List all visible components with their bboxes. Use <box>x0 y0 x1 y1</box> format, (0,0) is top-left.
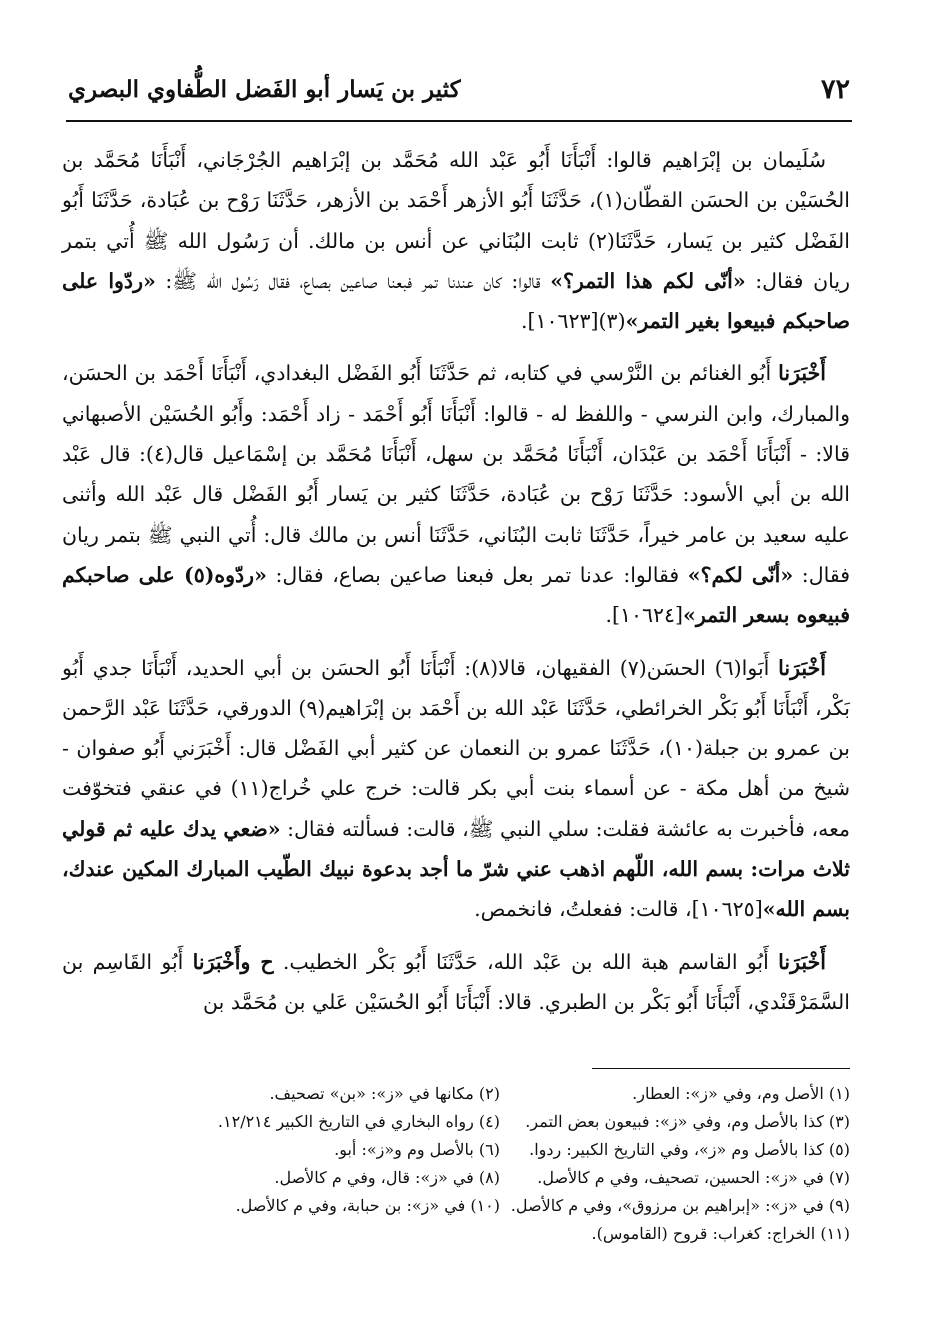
footnote-row <box>150 1164 850 1192</box>
text-run: (٣)[١٠٦٢٣]. <box>520 309 626 334</box>
footnote: (٦) بالأصل وم و«ز»: أبو. <box>334 1140 500 1159</box>
hadith-quote: «أنّى لكم هذا التمر؟» <box>550 268 746 293</box>
hadith-quote: «ضعي يدك عليه ثم قولي ثلاث مرات: بسم الله، اللّهم اذهب عني شرّ ما أجد بدعوة نبيك الطّيب المبارك المكين عندك، بسم الله» <box>62 816 850 922</box>
chain-keyword: أَخْبَرَنا <box>778 655 826 680</box>
text-run: فقالوا: عدنا تمر بعل فبعنا صاعين بصاع، فقال: <box>266 562 688 587</box>
footnote: (٩) في «ز»: «إبراهيم بن مرزوق»، وفي م كالأصل. <box>510 1196 850 1215</box>
footnote-row <box>150 1192 850 1220</box>
chain-keyword: ح وأَخْبَرَنا <box>192 949 274 974</box>
page-header <box>68 68 850 112</box>
footnote-row <box>150 1108 850 1136</box>
footnote: (٧) في «ز»: الحسين، تصحيف، وفي م كالأصل. <box>537 1168 850 1187</box>
hadith-quote: «أنّى لكم؟» <box>687 562 794 587</box>
footnote-rule <box>592 1068 850 1069</box>
footnote: (٤) رواه البخاري في التاريخ الكبير ١٢/٢١٤. <box>217 1112 500 1131</box>
text-run: سُلَيمان بن إبْرَاهيم قالوا: أَنْبَأَنَا أَبُو عَبْد الله مُحَمَّد بن إبْرَاهيم الجُرْجَاني، أَنْبَأَنَا مُحَمَّد بن الحُسَيْن بن الحسَن القطّان(١)، حَدَّثَنَا أَبُو الأزهر أَحْمَد بن الأزهر، حَدَّثَنَا رَوْح بن عُبَادة، حَدَّثَنَا أَبُو الفَضْل كثير بن يَسار، حَدَّثَنَا(٢) ثابت البُنَاني عن أنس بن مالك. أن رَسُول الله ﷺ أُتي بتمر ريان فقال: <box>62 148 851 293</box>
footnote-row <box>150 1080 850 1108</box>
header-rule <box>66 120 852 122</box>
paragraph <box>62 648 850 930</box>
paragraph <box>62 140 850 341</box>
running-title: كثير بن يَسار أبو الفَضل الطُّفاوي البصري <box>68 76 461 103</box>
footnote-row <box>150 1136 850 1164</box>
page-number: ٧٢ <box>820 74 850 105</box>
text-run: قالوا: كان عندنا تمر فبعنا صاعين بصاع، فقال رَسُول الله ﷺ: <box>155 268 551 293</box>
footnote: (١٠) في «ز»: بن حبابة، وفي م كالأصل. <box>235 1196 500 1215</box>
paragraph <box>62 353 850 635</box>
text-run: أَبُو القَاسِم بن السَّمَرْقَنْدي، أَنْبَأَنَا أَبُو بَكْر بن الطبري. قالا: أَنْبَأَنَا أَبُو الحُسَيْن عَلي بن مُحَمَّد بن <box>62 949 850 1014</box>
footnote: (٨) في «ز»: قال، وفي م كالأصل. <box>274 1168 500 1187</box>
hadith-quote: «ردّوه(٥) على صاحبكم فبيعوه بسعر التمر» <box>62 562 850 628</box>
footnote: (٢) مكانها في «ز»: «بن» تصحيف. <box>269 1084 500 1103</box>
text-run: [١٠٦٢٤]. <box>605 603 684 628</box>
text-run: [١٠٦٢٥]، قالت: ففعلتُ، فانخمص. <box>474 897 763 922</box>
footnote: (١) الأصل وم، وفي «ز»: العطار. <box>632 1084 850 1103</box>
footnote: (٥) كذا بالأصل وم «ز»، وفي التاريخ الكبير: ردوا. <box>529 1140 850 1159</box>
chain-keyword: أَخْبَرَنا <box>778 361 826 386</box>
hadith-quote: «ردّوا على صاحبكم فبيعوا بغير التمر» <box>62 268 850 334</box>
footnotes <box>150 1080 850 1248</box>
footnote-row <box>150 1220 850 1248</box>
chain-keyword: أَخْبَرَنا <box>778 949 826 974</box>
main-text <box>62 140 850 1034</box>
text-run: أَبُو القاسم هبة الله بن عَبْد الله، حَدَّثَنَا أَبُو بَكْر الخطيب. <box>273 949 779 974</box>
footnote: (١١) الخراج: كغراب: قروح (القاموس). <box>591 1224 850 1243</box>
text-run: أَبَوا(٦) الحسَن(٧) الفقيهان، قالا(٨): أَنْبَأَنَا أَبُو الحسَن بن أبي الحديد، أَنْبَأَنَا جدي أَبُو بَكْر، أَنْبَأَنَا أَبُو بَكْر الخرائطي، حَدَّثَنَا عَبْد الله بن أَحْمَد بن إبْرَاهيم(٩) الدورقي، حَدَّثَنَا عَبْد الرَّحمن بن عمرو بن جبلة(١٠)، حَدَّثَنَا عمرو بن النعمان عن كثير أبي الفَضْل قال: أَخْبَرَني أَبُو صفوان - شيخ من أهل مكة - عن أسماء بنت أبي بكر قالت: خرج علي خُراج(١١) في عنقي فتخوّفت معه، فأخبرت به عائشة فقلت: سلي النبي ﷺ، قالت: فسألته فقال: <box>62 655 850 841</box>
footnote: (٣) كذا بالأصل وم، وفي «ز»: فبيعون بعض التمر. <box>525 1112 850 1131</box>
text-run: أَبُو الغنائم بن النَّرْسي في كتابه، ثم حَدَّثَنَا أَبُو الفَضْل البغدادي، أَنْبَأَنَا أَحْمَد بن الحسَن، والمبارك، وابن النرسي - واللفظ له - قالوا: أَنْبَأَنَا أَبُو أَحْمَد - زاد أَحْمَد: وأَبُو الحُسَيْن الأصبهاني قالا: - أَنْبَأَنَا أَحْمَد بن عَبْدَان، أَنْبَأَنَا مُحَمَّد بن سهل، أَنْبَأَنَا مُحَمَّد بن إسْمَاعيل قال(٤): قال عَبْد الله بن أبي الأسود: حَدَّثَنَا رَوْح بن عُبَادة، حَدَّثَنَا كثير بن يَسار أَبُو الفَضْل قال عَبْد الله وأثنى عليه سعيد بن عامر خيراً، حَدَّثَنَا ثابت البُنَاني، حَدَّثَنَا أنس بن مالك قال: أُتي النبي ﷺ بتمر ريان فقال: <box>62 361 851 587</box>
paragraph <box>62 942 850 1023</box>
